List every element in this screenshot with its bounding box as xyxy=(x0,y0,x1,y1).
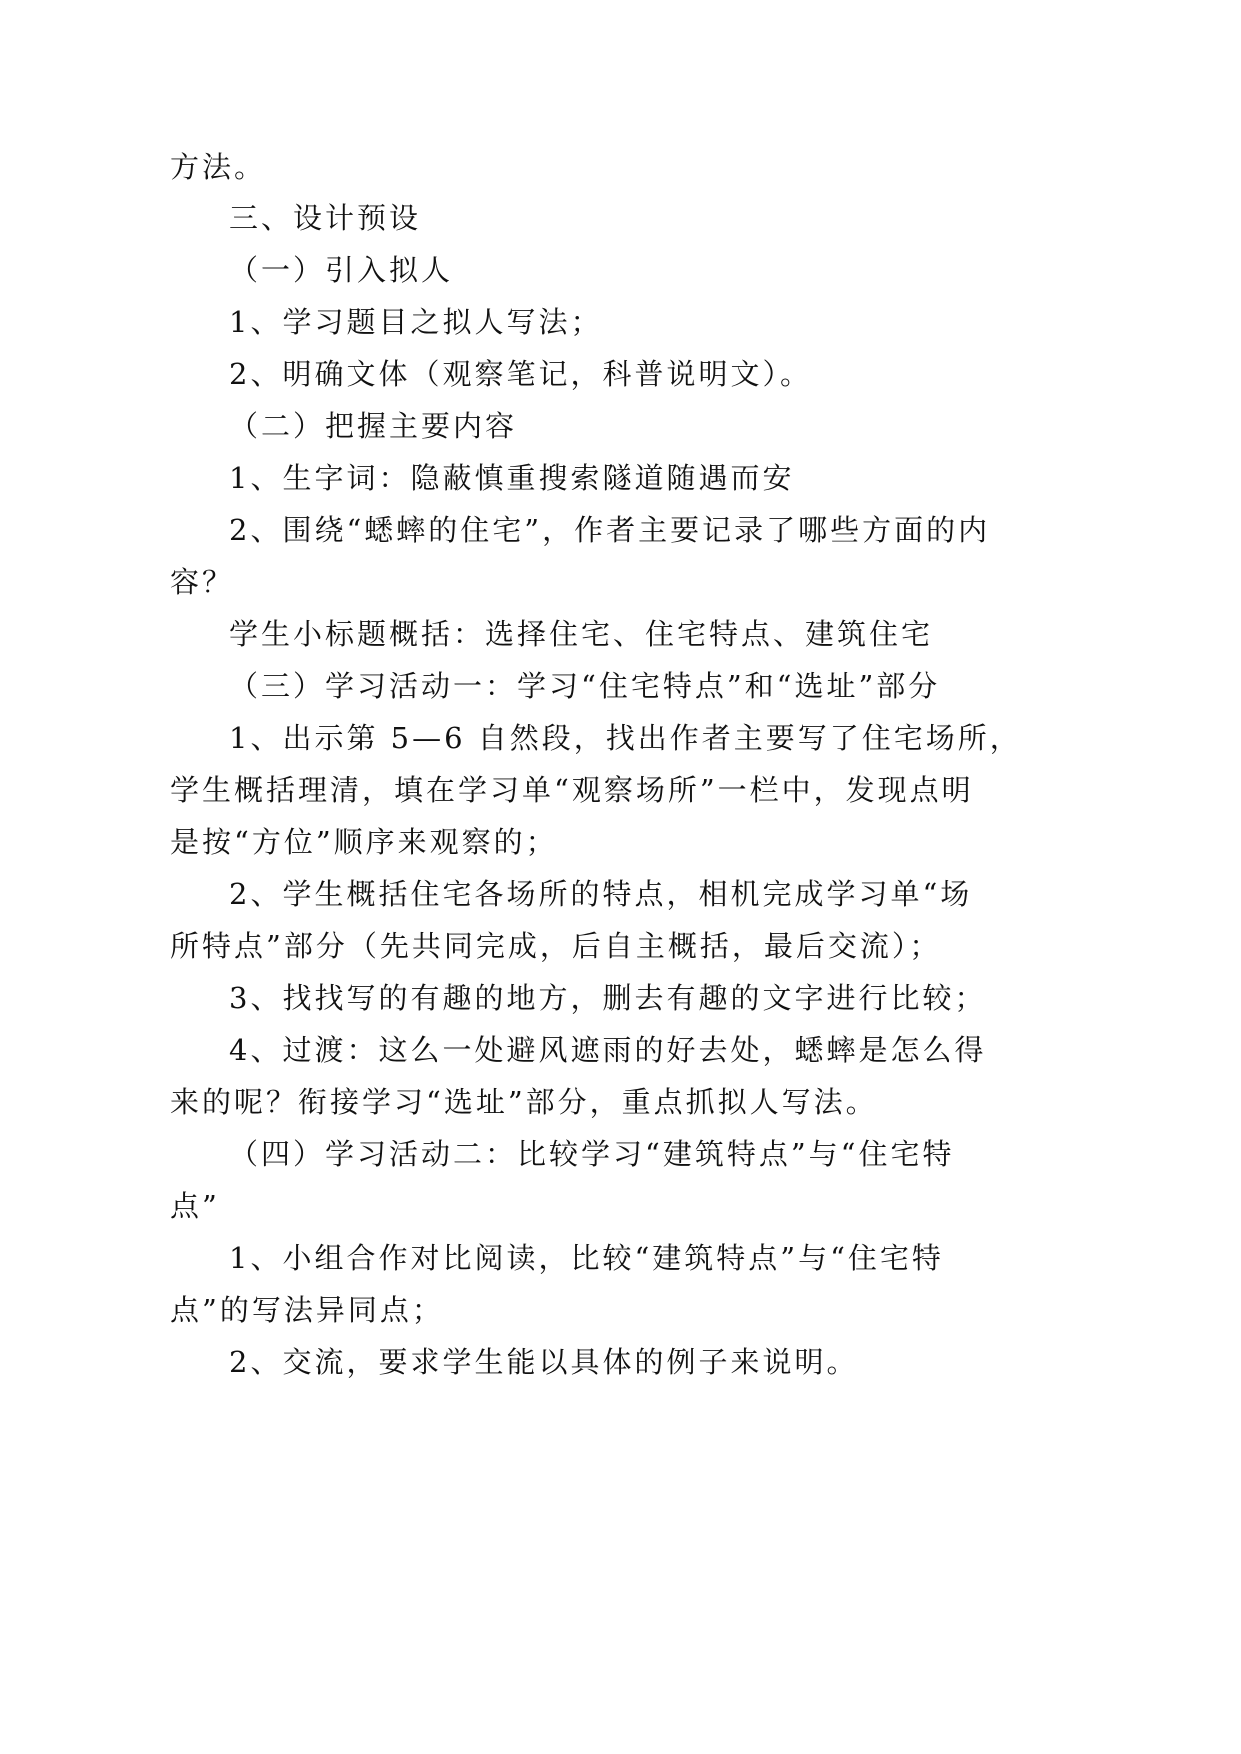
section-heading: 三、设计预设 xyxy=(229,201,422,235)
subsection-heading: （二）把握主要内容 xyxy=(229,409,518,443)
text-line: 2、明确文体（观察笔记，科普说明文）。 xyxy=(229,357,812,391)
text-line: 所特点”部分（先共同完成，后自主概括，最后交流）； xyxy=(170,929,942,963)
text-line: 2、围绕“蟋蟀的住宅”，作者主要记录了哪些方面的内 xyxy=(229,513,991,547)
text-line: 学生概括理清，填在学习单“观察场所”一栏中，发现点明 xyxy=(170,773,974,807)
subsection-heading: （四）学习活动二：比较学习“建筑特点”与“住宅特 xyxy=(229,1137,955,1171)
text-line: 容？ xyxy=(170,565,235,599)
text-line: 3、找找写的有趣的地方，删去有趣的文字进行比较； xyxy=(229,981,987,1015)
text-line: 2、交流，要求学生能以具体的例子来说明。 xyxy=(229,1345,859,1379)
text-line: 点”的写法异同点； xyxy=(170,1293,444,1327)
text-line: 2、学生概括住宅各场所的特点，相机完成学习单“场 xyxy=(229,877,973,911)
text-line: 1、小组合作对比阅读，比较“建筑特点”与“住宅特 xyxy=(229,1241,944,1275)
subsection-heading: （三）学习活动一：学习“住宅特点”和“选址”部分 xyxy=(229,669,941,703)
text-line: 方法。 xyxy=(170,150,267,184)
text-line: 1、出示第 5—6 自然段，找出作者主要写了住宅场所， xyxy=(229,721,1022,755)
subsection-heading: （一）引入拟人 xyxy=(229,253,454,287)
text-line: 学生小标题概括：选择住宅、住宅特点、建筑住宅 xyxy=(229,617,934,651)
text-line: 来的呢？衔接学习“选址”部分，重点抓拟人写法。 xyxy=(170,1085,878,1119)
text-line: 4、过渡：这么一处避风遮雨的好去处，蟋蟀是怎么得 xyxy=(229,1033,987,1067)
text-line: 1、生字词：隐蔽慎重搜索隧道随遇而安 xyxy=(229,461,795,495)
text-line: 点” xyxy=(170,1189,220,1223)
text-line: 1、学习题目之拟人写法； xyxy=(229,305,603,339)
text-line: 是按“方位”顺序来观察的； xyxy=(170,825,558,859)
